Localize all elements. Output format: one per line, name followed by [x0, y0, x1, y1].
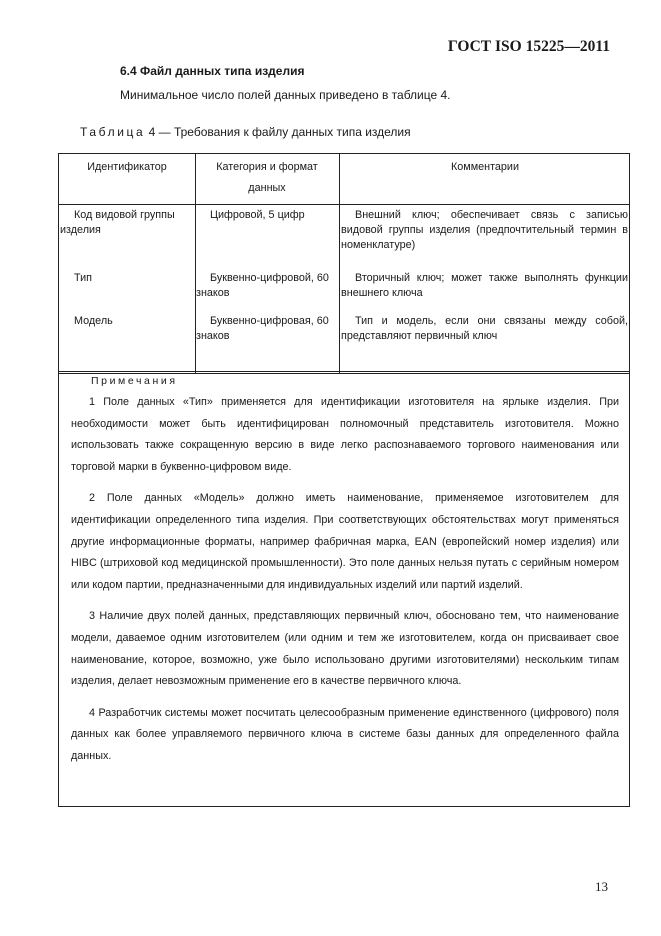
standard-designation: ГОСТ ISO 15225—2011	[447, 38, 610, 55]
row-2-identifier: Тип	[74, 272, 92, 284]
table-caption-label: Таблица	[80, 125, 146, 139]
header-divider	[59, 204, 629, 205]
header-identifier: Идентификатор	[87, 161, 167, 173]
section-title: 6.4 Файл данных типа изделия	[120, 64, 305, 78]
header-comments: Комментарии	[450, 161, 519, 173]
notes-block	[71, 392, 619, 778]
page-number: 13	[595, 879, 608, 894]
note-3: 3 Наличие двух полей данных, представляющих первичный ключ, обосновано тем, что наименование модели, даваемое одним изготовителем (или одним и тем же изготовителем, когда он присваивает свое наименование, которое, возможно, уже было использовано другими изготовителями) нескольким типам изделия, делает невозможным применение его в качестве первичного ключа.	[71, 610, 619, 688]
row-2-category: Буквенно-цифровой, 60 знаков	[196, 272, 329, 299]
row-3-comment: Тип и модель, если они связаны между собой, представляют первичный ключ	[341, 315, 628, 342]
column-divider	[339, 154, 340, 374]
section-intro: Минимальное число полей данных приведено в таблице 4.	[120, 88, 451, 102]
row-3-category: Буквенно-цифровая, 60 знаков	[196, 315, 329, 342]
row-3-identifier: Модель	[74, 315, 113, 327]
note-2: 2 Поле данных «Модель» должно иметь наименование, применяемое изготовителем для идентификации определенного типа изделия. При соответствующих обстоятельствах могут применяться другие информационные форматы, например фабричная марка, EAN (европейский номер изделия) или HIBC (штриховой код медицинской промышленности). Это поле данных нельзя путать с серийным номером или кодом партии, предназначенными для индивидуальных изделий или партий изделий.	[71, 492, 619, 591]
note-1: 1 Поле данных «Тип» применяется для идентификации изготовителя на ярлыке изделия. При необходимости может быть идентифицирован полномочный представитель изготовителя. Можно использовать также сокращенную версию в виде легко распознаваемого торгового наименования или торговой марки в буквенно-цифровом виде.	[71, 396, 619, 473]
table-caption	[80, 125, 411, 139]
table-caption-text: 4 — Требования к файлу данных типа изделия	[148, 125, 411, 139]
row-1-category: Цифровой, 5 цифр	[210, 209, 305, 221]
note-4: 4 Разработчик системы может посчитать целесообразным применение единственного (цифрового) поля данных как более управляемого первичного ключа в системе базы данных для определенного файла данных.	[71, 706, 619, 762]
row-2-comment: Вторичный ключ; может также выполнять функции внешнего ключа	[341, 272, 628, 299]
header-category: Категория и формат данных	[216, 161, 318, 194]
row-1-identifier: Код видовой группы изделия	[60, 209, 175, 236]
row-1-comment: Внешний ключ; обеспечивает связь с записью видовой группы изделия (предпочтительный термин в номенклатуре)	[341, 209, 628, 251]
notes-title: Примечания	[91, 375, 178, 387]
requirements-table	[58, 153, 630, 807]
notes-divider	[59, 371, 629, 374]
